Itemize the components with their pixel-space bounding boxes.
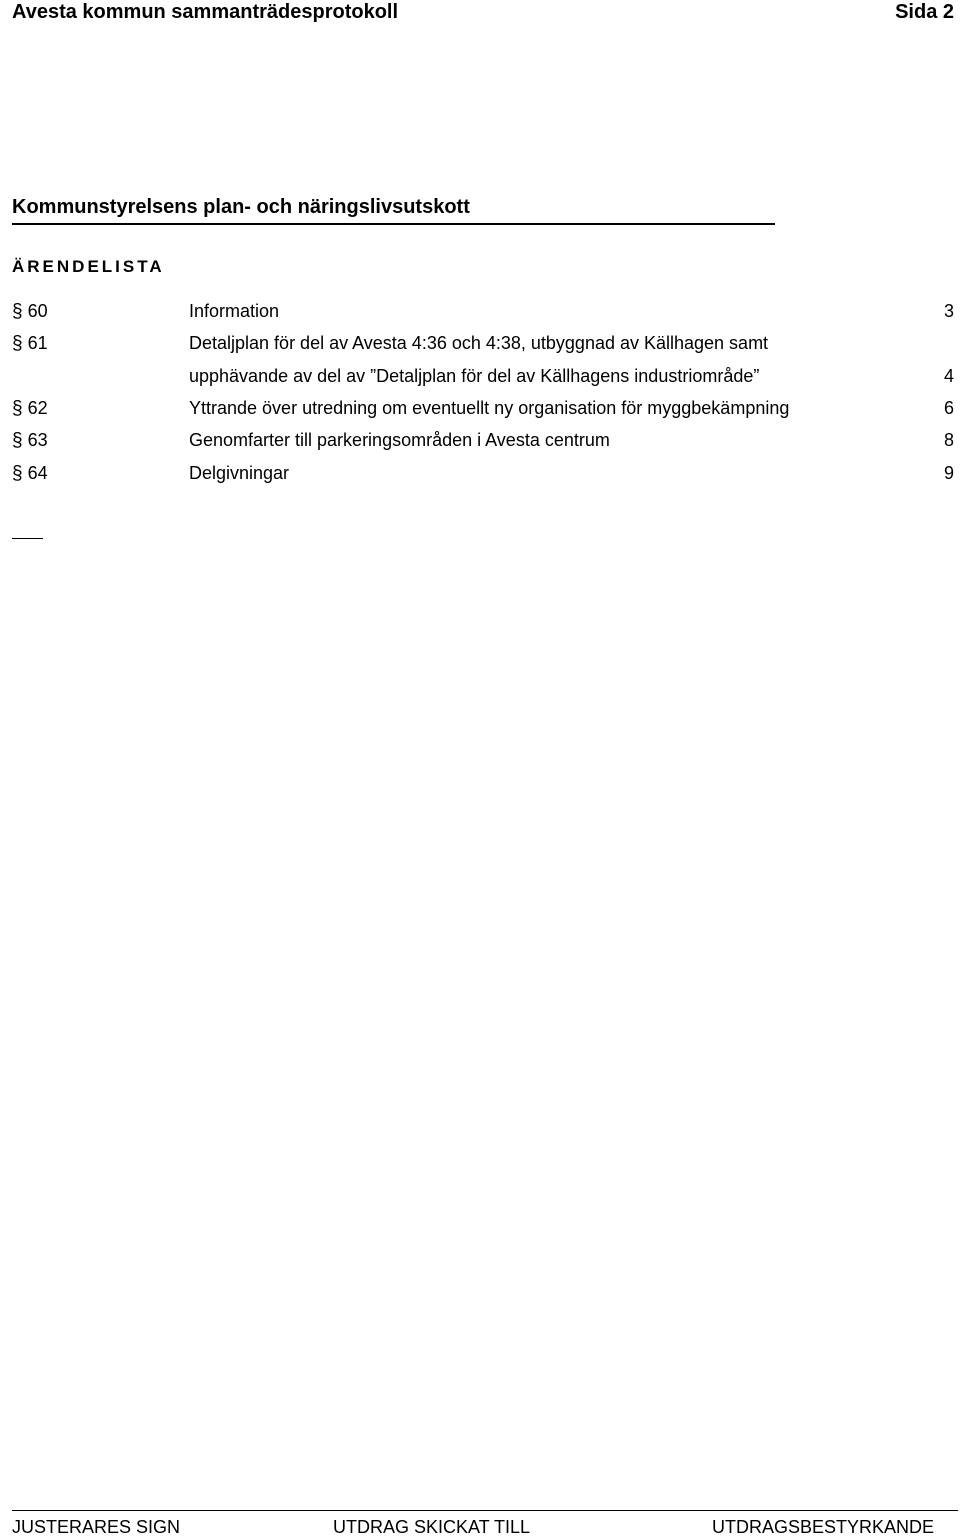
paragraph-number [12,461,48,486]
agenda-item-62 [12,396,954,420]
section-heading: ÄRENDELISTA [12,257,165,276]
agenda-item-title: Genomfarter till parkeringsområden i Avesta centrum [189,430,610,450]
page-number-label: Sida 2 [895,1,954,23]
paragraph-number-value: 61 [27,333,48,353]
footer-utdragsbestyrkande: UTDRAGSBESTYRKANDE [711,1517,934,1537]
agenda-item-title: Yttrande över utredning om eventuellt ny organisation för myggbekämpning [189,398,790,418]
paragraph-number [12,428,48,453]
agenda-item-page: 3 [943,301,954,321]
agenda-item-61-continued [12,364,954,388]
agenda-item-title: Detaljplan för del av Avesta 4:36 och 4:38, utbyggnad av Källhagen samt [189,333,769,353]
committee-heading [12,195,775,225]
agenda-item-title-continued: upphävande av del av ”Detaljplan för del av Källhagens industriområde” [189,366,760,386]
agenda-item-page: 4 [943,366,954,386]
agenda-item-64 [12,461,954,485]
agenda-item-60 [12,299,954,323]
paragraph-number-value: 60 [27,301,48,321]
footer-utdrag-skickat-till: UTDRAG SKICKAT TILL [333,1517,531,1537]
end-of-list-rule [12,538,43,539]
agenda-item-63 [12,428,954,452]
paragraph-sign: § [12,398,23,419]
agenda-item-page: 9 [943,463,954,483]
committee-title: Kommunstyrelsens plan- och näringslivsutskott [12,196,470,218]
agenda-item-page: 6 [943,398,954,418]
page-footer [12,1510,958,1537]
paragraph-number-value: 63 [27,430,48,450]
paragraph-number-value: 64 [27,463,48,483]
page-header [12,0,954,24]
footer-justerares-sign: JUSTERARES SIGN [12,1517,181,1537]
document-title: Avesta kommun sammanträdesprotokoll [12,1,399,23]
paragraph-sign: § [12,430,23,451]
paragraph-number [12,331,48,356]
paragraph-number [12,396,48,421]
agenda-item-61 [12,331,954,355]
paragraph-number-value: 62 [27,398,48,418]
agenda-item-page: 8 [943,430,954,450]
agenda-item-title: Information [189,301,280,321]
paragraph-number [12,299,48,324]
paragraph-sign: § [12,301,23,322]
paragraph-sign: § [12,463,23,484]
agenda-item-title: Delgivningar [189,463,290,483]
paragraph-sign: § [12,333,23,354]
